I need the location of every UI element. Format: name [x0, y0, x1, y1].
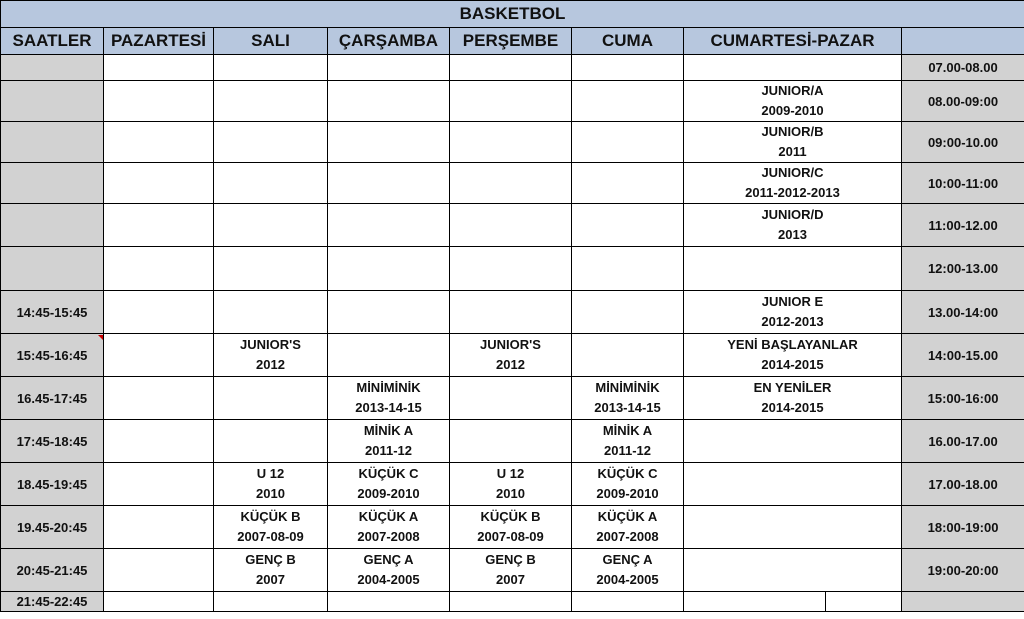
carsamba-cell: [328, 420, 450, 463]
group-name: KÜÇÜK A: [597, 509, 658, 524]
carsamba-cell: [328, 549, 450, 592]
group-years: 2011-2012-2013: [745, 185, 840, 200]
cuma-cell: [572, 163, 684, 204]
header-carsamba: ÇARŞAMBA: [328, 28, 450, 55]
schedule-row: [1, 55, 1024, 81]
group-name: EN YENİLER: [753, 380, 832, 395]
group-name: KÜÇÜK C: [358, 466, 419, 481]
weekend-time-cell: 16.00-17.00: [902, 420, 1024, 463]
schedule-row: [1, 592, 1024, 612]
weekend-time-cell: 15:00-16:00: [902, 377, 1024, 420]
weekend-cell: [684, 291, 902, 334]
header-persembe: PERŞEMBE: [450, 28, 572, 55]
header-pazartesi: PAZARTESİ: [104, 28, 214, 55]
group-name: MİNİK A: [602, 423, 653, 438]
pazartesi-cell: [104, 55, 214, 81]
group-years: 2014-2015: [761, 400, 824, 415]
sali-cell: [214, 163, 328, 204]
group-name: KÜÇÜK B: [480, 509, 541, 524]
schedule-row: [1, 420, 1024, 463]
weekend-cell: [684, 420, 902, 463]
weekend-cell: [684, 463, 902, 506]
carsamba-cell: [328, 463, 450, 506]
persembe-cell: [450, 549, 572, 592]
schedule-row: [1, 291, 1024, 334]
schedule-row: [1, 377, 1024, 420]
schedule-row: [1, 334, 1024, 377]
weekend-cell-extra: [826, 592, 902, 612]
pazartesi-cell: [104, 506, 214, 549]
weekday-time-cell: 15:45-16:45: [1, 334, 104, 377]
sali-cell: [214, 291, 328, 334]
group-name: U 12: [256, 466, 285, 481]
carsamba-cell: [328, 204, 450, 247]
header-sali: SALI: [214, 28, 328, 55]
weekday-time-cell: [1, 247, 104, 291]
group-name: MİNİK A: [363, 423, 414, 438]
persembe-cell: [450, 163, 572, 204]
sali-cell: [214, 334, 328, 377]
weekend-cell: [684, 506, 902, 549]
carsamba-cell: [328, 291, 450, 334]
carsamba-cell: [328, 334, 450, 377]
header-cumartesi-pazar: CUMARTESİ-PAZAR: [684, 28, 902, 55]
group-name: MİNİMİNİK: [356, 380, 421, 395]
cuma-cell: [572, 334, 684, 377]
carsamba-cell: [328, 81, 450, 122]
pazartesi-cell: [104, 204, 214, 247]
persembe-cell: [450, 377, 572, 420]
pazartesi-cell: [104, 247, 214, 291]
group-years: 2013-14-15: [594, 400, 661, 415]
cuma-cell: [572, 420, 684, 463]
pazartesi-cell: [104, 122, 214, 163]
persembe-cell: [450, 291, 572, 334]
pazartesi-cell: [104, 549, 214, 592]
weekend-time-cell: 17.00-18.00: [902, 463, 1024, 506]
weekday-time-cell: [1, 204, 104, 247]
cuma-cell: [572, 55, 684, 81]
group-years: 2011-12: [365, 443, 412, 458]
weekend-cell: [684, 377, 902, 420]
carsamba-cell: [328, 377, 450, 420]
sali-cell: [214, 463, 328, 506]
group-years: 2013-14-15: [355, 400, 422, 415]
pazartesi-cell: [104, 291, 214, 334]
group-name: MİNİMİNİK: [595, 380, 660, 395]
persembe-cell: [450, 247, 572, 291]
weekend-time-cell: 09:00-10.00: [902, 122, 1024, 163]
cuma-cell: [572, 377, 684, 420]
weekend-cell: [684, 122, 902, 163]
header-saatler: SAATLER: [1, 28, 104, 55]
persembe-cell: [450, 463, 572, 506]
sali-cell: [214, 592, 328, 612]
weekend-cell: [684, 163, 902, 204]
weekday-time-cell: 21:45-22:45: [1, 592, 104, 612]
weekend-time-cell: 13.00-14:00: [902, 291, 1024, 334]
sali-cell: [214, 55, 328, 81]
pazartesi-cell: [104, 334, 214, 377]
cuma-cell: [572, 592, 684, 612]
pazartesi-cell: [104, 163, 214, 204]
group-years: 2009-2010: [596, 486, 659, 501]
group-years: 2004-2005: [357, 572, 420, 587]
cuma-cell: [572, 291, 684, 334]
persembe-cell: [450, 122, 572, 163]
header-cuma: CUMA: [572, 28, 684, 55]
group-years: 2010: [496, 486, 525, 501]
group-years: 2014-2015: [761, 357, 824, 372]
sali-cell: [214, 549, 328, 592]
schedule-body: [1, 55, 1024, 612]
weekend-time-cell: 12:00-13.00: [902, 247, 1024, 291]
group-years: 2007-2008: [596, 529, 659, 544]
group-years: 2011-12: [604, 443, 651, 458]
weekday-time-cell: 18.45-19:45: [1, 463, 104, 506]
carsamba-cell: [328, 122, 450, 163]
weekend-cell: [684, 549, 902, 592]
group-name: GENÇ B: [245, 552, 296, 567]
weekday-time-cell: [1, 163, 104, 204]
schedule-row: [1, 163, 1024, 204]
carsamba-cell: [328, 163, 450, 204]
pazartesi-cell: [104, 463, 214, 506]
cuma-cell: [572, 549, 684, 592]
weekend-time-cell: 08.00-09:00: [902, 81, 1024, 122]
weekday-time-cell: 19.45-20:45: [1, 506, 104, 549]
weekend-time-cell: 07.00-08.00: [902, 55, 1024, 81]
group-years: 2009-2010: [357, 486, 420, 501]
carsamba-cell: [328, 506, 450, 549]
pazartesi-cell: [104, 592, 214, 612]
weekend-cell: [684, 334, 902, 377]
schedule-row: [1, 506, 1024, 549]
group-name: JUNIOR/A: [761, 83, 824, 98]
carsamba-cell: [328, 247, 450, 291]
persembe-cell: [450, 55, 572, 81]
group-years: 2004-2005: [596, 572, 659, 587]
group-years: 2007: [256, 572, 285, 587]
pazartesi-cell: [104, 81, 214, 122]
cuma-cell: [572, 122, 684, 163]
group-years: 2007-08-09: [477, 529, 544, 544]
sali-cell: [214, 204, 328, 247]
cuma-cell: [572, 506, 684, 549]
weekend-time-cell: 10:00-11:00: [902, 163, 1024, 204]
schedule-row: [1, 204, 1024, 247]
group-years: 2011: [778, 144, 807, 159]
group-years: 2009-2010: [761, 103, 824, 118]
group-years: 2012-2013: [761, 314, 824, 329]
group-name: KÜÇÜK C: [597, 466, 658, 481]
carsamba-cell: [328, 55, 450, 81]
persembe-cell: [450, 420, 572, 463]
group-name: JUNIOR/B: [761, 124, 824, 139]
persembe-cell: [450, 204, 572, 247]
sheet-title: BASKETBOL: [1, 1, 1024, 28]
group-name: JUNIOR E: [761, 294, 824, 309]
group-years: 2007-08-09: [237, 529, 304, 544]
schedule-row: [1, 81, 1024, 122]
cuma-cell: [572, 247, 684, 291]
weekend-time-cell: 14:00-15.00: [902, 334, 1024, 377]
weekend-time-cell: [902, 592, 1024, 612]
group-name: GENÇ A: [602, 552, 653, 567]
persembe-cell: [450, 506, 572, 549]
comment-marker: [98, 335, 103, 340]
group-years: 2010: [256, 486, 285, 501]
persembe-cell: [450, 334, 572, 377]
carsamba-cell: [328, 592, 450, 612]
weekday-time-cell: [1, 122, 104, 163]
group-name: JUNIOR/C: [761, 165, 824, 180]
group-name: JUNIOR'S: [240, 337, 301, 352]
sali-cell: [214, 420, 328, 463]
group-years: 2013: [778, 227, 807, 242]
group-name: KÜÇÜK A: [358, 509, 419, 524]
weekday-time-cell: [1, 55, 104, 81]
group-years: 2012: [256, 357, 285, 372]
weekday-time-cell: 17:45-18:45: [1, 420, 104, 463]
schedule-row: [1, 549, 1024, 592]
weekday-time-cell: 14:45-15:45: [1, 291, 104, 334]
cuma-cell: [572, 81, 684, 122]
group-years: 2012: [496, 357, 525, 372]
weekday-time-cell: [1, 81, 104, 122]
weekend-time-cell: 11:00-12.00: [902, 204, 1024, 247]
cuma-cell: [572, 463, 684, 506]
weekend-cell: [684, 592, 826, 612]
schedule-row: [1, 122, 1024, 163]
group-years: 2007: [496, 572, 525, 587]
group-name: YENİ BAŞLAYANLAR: [727, 337, 858, 352]
sali-cell: [214, 81, 328, 122]
sali-cell: [214, 377, 328, 420]
cuma-cell: [572, 204, 684, 247]
group-years: 2007-2008: [357, 529, 420, 544]
group-name: GENÇ A: [363, 552, 414, 567]
schedule-row: [1, 463, 1024, 506]
pazartesi-cell: [104, 377, 214, 420]
weekday-time-cell: 20:45-21:45: [1, 549, 104, 592]
sali-cell: [214, 506, 328, 549]
weekend-time-cell: 19:00-20:00: [902, 549, 1024, 592]
group-name: U 12: [496, 466, 525, 481]
weekend-cell: [684, 204, 902, 247]
header-weekend-time: [902, 28, 1024, 55]
sali-cell: [214, 122, 328, 163]
persembe-cell: [450, 592, 572, 612]
group-name: GENÇ B: [485, 552, 536, 567]
weekend-time-cell: 18:00-19:00: [902, 506, 1024, 549]
group-name: KÜÇÜK B: [240, 509, 301, 524]
weekend-cell: [684, 81, 902, 122]
persembe-cell: [450, 81, 572, 122]
group-name: JUNIOR/D: [761, 207, 824, 222]
weekend-cell: [684, 247, 902, 291]
schedule-row: [1, 247, 1024, 291]
pazartesi-cell: [104, 420, 214, 463]
weekday-time-cell: 16.45-17:45: [1, 377, 104, 420]
weekend-cell: [684, 55, 902, 81]
group-name: JUNIOR'S: [480, 337, 541, 352]
sali-cell: [214, 247, 328, 291]
